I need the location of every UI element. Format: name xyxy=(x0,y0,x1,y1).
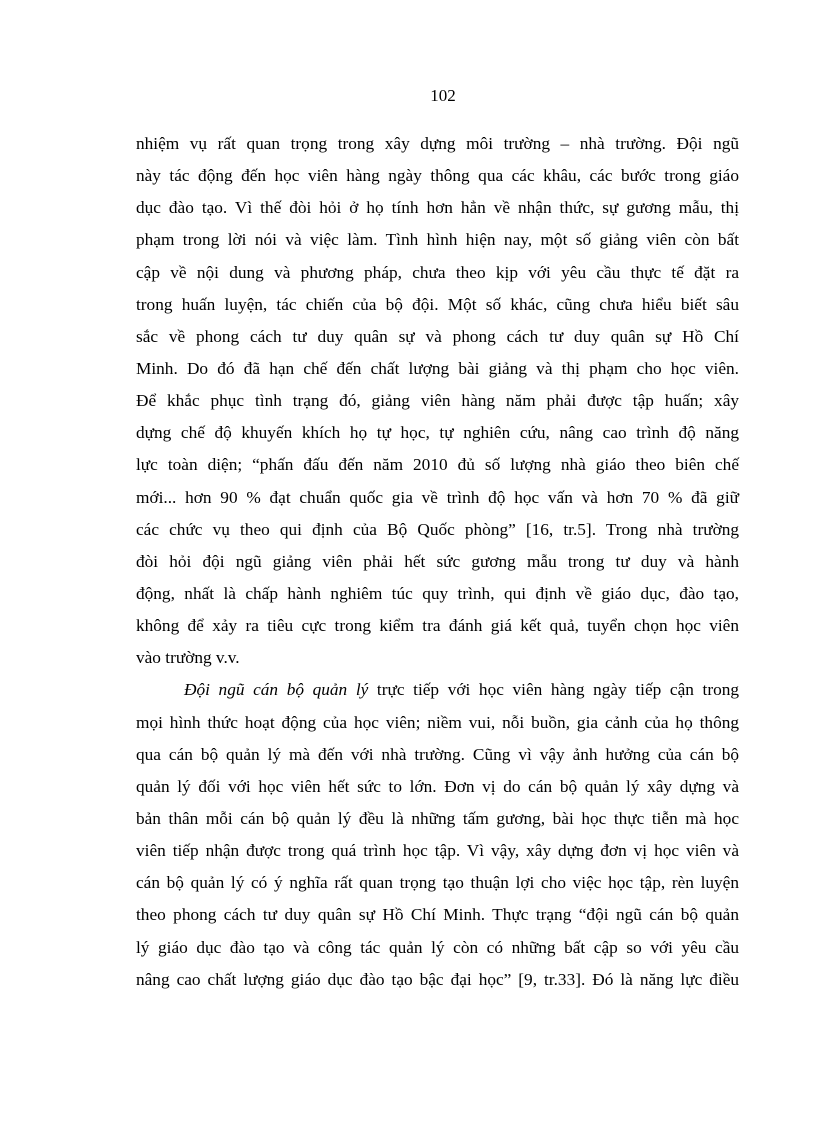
text-line: lực toàn diện; “phấn đấu đến năm 2010 đủ số lượng nhà giáo theo biên chế xyxy=(136,455,739,475)
text-line: mới... hơn 90 % đạt chuẩn quốc gia về trình độ học vấn và hơn 70 % đã giữ xyxy=(136,487,739,507)
text-line: dục đào tạo. Vì thế đòi hỏi ở họ tính hơn hẳn về nhận thức, sự gương mẫu, thị xyxy=(136,198,739,218)
text-line: nhiệm vụ rất quan trọng trong xây dựng môi trường – nhà trường. Đội ngũ xyxy=(136,134,739,153)
text-line: lý giáo dục đào tạo và công tác quản lý còn có những bất cập so với yêu cầu xyxy=(136,937,739,957)
text-line: Minh. Do đó đã hạn chế đến chất lượng bài giảng và thị phạm cho học viên. xyxy=(136,358,739,378)
body-text xyxy=(136,128,739,996)
text-line: này tác động đến học viên hàng ngày thông qua các khâu, các bước trong giáo xyxy=(136,166,739,186)
text-line: theo phong cách tư duy quân sự Hồ Chí Minh. Thực trạng “đội ngũ cán bộ quản xyxy=(136,905,739,925)
text-line: sắc về phong cách tư duy quân sự và phong cách tư duy quân sự Hồ Chí xyxy=(136,326,739,346)
text-line: bản thân mỗi cán bộ quản lý đều là những tấm gương, bài học thực tiễn mà học xyxy=(136,808,739,828)
text-line: qua cán bộ quản lý mà đến với nhà trường. Cũng vì vậy ảnh hưởng của cán bộ xyxy=(136,744,739,764)
text-line: cập về nội dung và phương pháp, chưa theo kịp với yêu cầu thực tế đặt ra xyxy=(136,262,739,282)
text-line: động, nhất là chấp hành nghiêm túc quy trình, qui định về giáo dục, đào tạo, xyxy=(136,583,739,603)
text-line: nâng cao chất lượng giáo dục đào tạo bậc đại học” [9, tr.33]. Đó là năng lực điều xyxy=(136,969,739,989)
text-line: đòi hỏi đội ngũ giảng viên phải hết sức gương mẫu trong tư duy và hành xyxy=(136,551,739,571)
page-number: 102 xyxy=(430,86,456,105)
text-line: cán bộ quản lý có ý nghĩa rất quan trọng tạo thuận lợi cho việc học tập, rèn luyện xyxy=(136,873,739,893)
text-line-first xyxy=(136,674,739,706)
italic-lead-text: Đội ngũ cán bộ quản lý xyxy=(184,680,369,700)
paragraph-2 xyxy=(136,674,739,995)
text-line: trong huấn luyện, tác chiến của bộ đội. Một số khác, cũng chưa hiểu biết sâu xyxy=(136,294,739,314)
text-line: quản lý đối với học viên hết sức to lớn. Đơn vị do cán bộ quản lý xây dựng và xyxy=(136,776,739,796)
text-line: Để khắc phục tình trạng đó, giảng viên hàng năm phải được tập huấn; xây xyxy=(136,391,739,411)
text-line: các chức vụ theo qui định của Bộ Quốc phòng” [16, tr.5]. Trong nhà trường xyxy=(136,519,739,539)
text-line: viên tiếp nhận được trong quá trình học tập. Vì vậy, xây dựng đơn vị học viên và xyxy=(136,841,739,861)
text-line: mọi hình thức hoạt động của học viên; niềm vui, nỗi buồn, gia cảnh của họ thông xyxy=(136,712,739,732)
text-line: không để xảy ra tiêu cực trong kiểm tra đánh giá kết quả, tuyển chọn học viên xyxy=(136,616,739,636)
paragraph-1 xyxy=(136,128,739,674)
text-line: phạm trong lời nói và việc làm. Tình hình hiện nay, một số giảng viên còn bất xyxy=(136,230,739,250)
text-line: vào trường v.v. xyxy=(136,648,240,668)
lead-rest-text: trực tiếp với học viên hàng ngày tiếp cận trong xyxy=(368,680,739,700)
text-line: dựng chế độ khuyến khích họ tự học, tự nghiên cứu, nâng cao trình độ năng xyxy=(136,423,739,443)
